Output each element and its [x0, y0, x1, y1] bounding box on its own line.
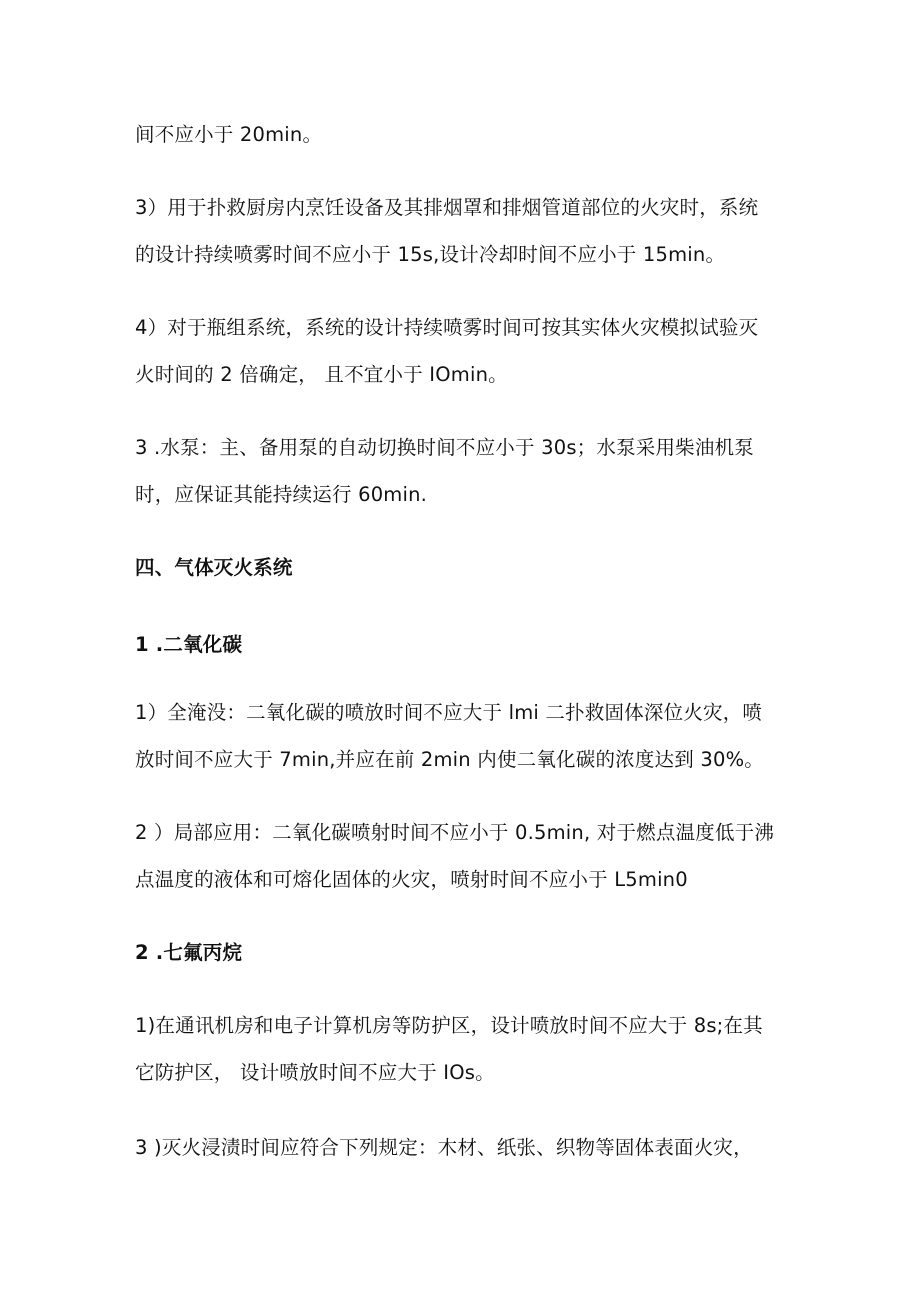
subsection-heading: 2 .七氟丙烷	[135, 941, 243, 964]
text-line: 放时间不应大于 7min,并应在前 2min 内使二氧化碳的浓度达到 30%。	[135, 748, 764, 771]
text-line: 间不应小于 20min。	[135, 123, 323, 146]
text-line: 它防护区， 设计喷放时间不应大于 IOs。	[135, 1061, 495, 1084]
text-line: 2 ）局部应用：二氧化碳喷射时间不应小于 0.5min, 对于燃点温度低于沸	[135, 821, 775, 844]
text-line: 时，应保证其能持续运行 60min.	[135, 483, 428, 506]
text-line: 1)在通讯机房和电子计算机房等防护区，设计喷放时间不应大于 8s;在其	[135, 1014, 763, 1037]
text-line: 的设计持续喷雾时间不应小于 15s,设计冷却时间不应小于 15min。	[135, 243, 726, 266]
text-line: 3）用于扑救厨房内烹饪设备及其排烟罩和排烟管道部位的火灾时，系统	[135, 196, 759, 219]
text-line: 点温度的液体和可熔化固体的火灾，喷射时间不应小于 L5min0	[135, 868, 688, 891]
text-line: 火时间的 2 倍确定， 且不宜小于 IOmin。	[135, 363, 508, 386]
text-line: 3 .水泵：主、备用泵的自动切换时间不应小于 30s；水泵采用柴油机泵	[135, 436, 754, 459]
subsection-heading: 1 .二氧化碳	[135, 633, 243, 656]
text-line: 4）对于瓶组系统，系统的设计持续喷雾时间可按其实体火灾模拟试验灭	[135, 316, 759, 339]
text-line: 3 )灭火浸渍时间应符合下列规定：木材、纸张、织物等固体表面火灾，	[135, 1136, 753, 1159]
text-line: 1）全淹没：二氧化碳的喷放时间不应大于 lmi 二扑救固体深位火灾，喷	[135, 701, 763, 724]
section-heading: 四、气体灭火系统	[135, 556, 293, 579]
